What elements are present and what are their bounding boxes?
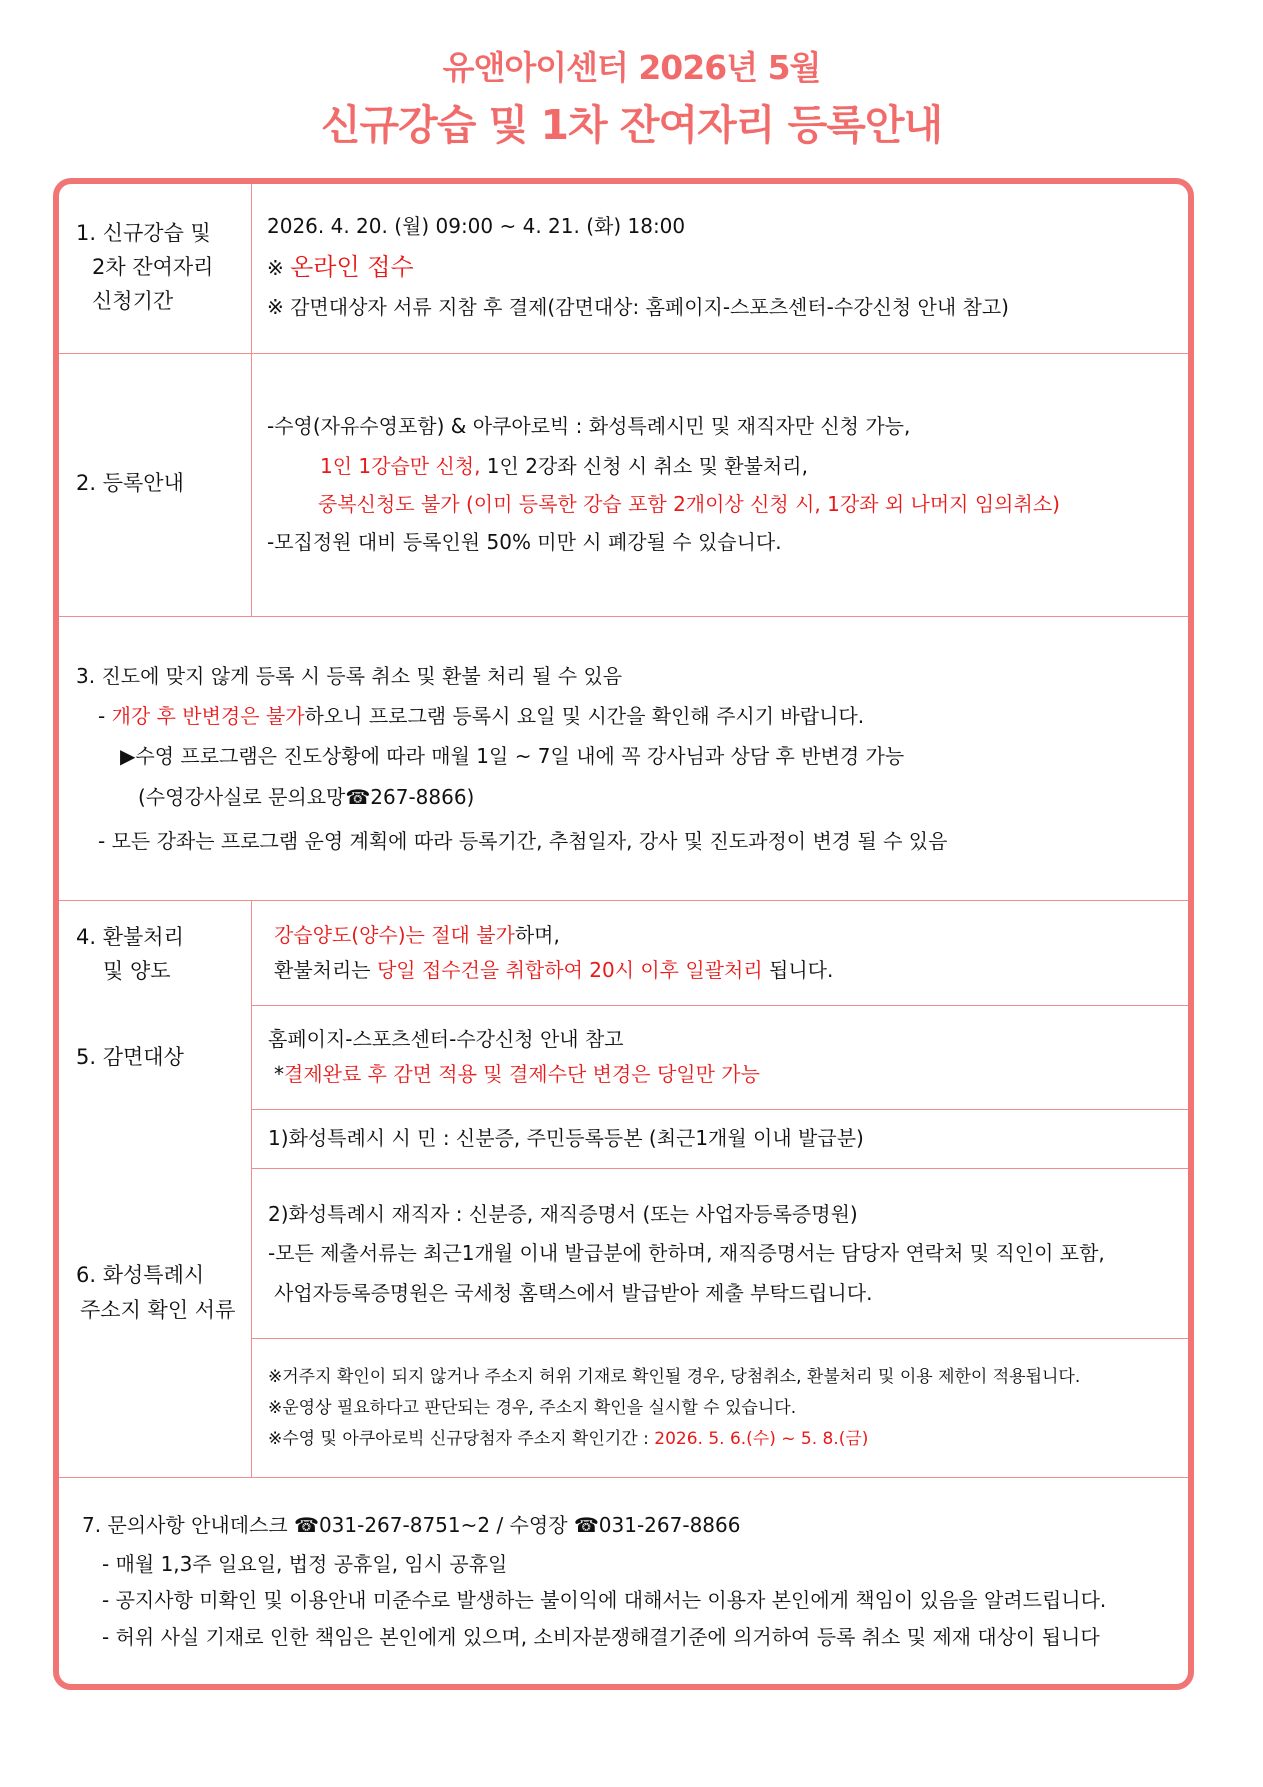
sec2-line-2 <box>320 453 808 479</box>
sec6-worker-1: 2)화성특례시 재직자 : 신분증, 재직증명서 (또는 사업자등록증명원) <box>268 1202 858 1226</box>
sec2-line-3: 중복신청도 불가 (이미 등록한 강습 포함 2개이상 신청 시, 1강좌 외 나머지 임의취소) <box>318 492 1060 516</box>
sec4-line-1 <box>274 922 560 948</box>
sec2-line-1: -수영(자유수영포함) & 아쿠아로빅 : 화성특례시민 및 재직자만 신청 가능, <box>267 414 911 438</box>
sec1-label-2: 2차 잔여자리 <box>92 255 214 279</box>
divider-7 <box>252 1338 1188 1339</box>
sec1-label-1: 1. 신규강습 및 <box>76 221 211 245</box>
sec7-line-1: 7. 문의사항 안내데스크 ☎031-267-8751~2 / 수영장 ☎031-267-8866 <box>82 1513 741 1537</box>
sec6-note-2: ※운영상 필요하다고 판단되는 경우, 주소지 확인을 실시할 수 있습니다. <box>268 1398 797 1418</box>
divider-8 <box>59 1477 1188 1478</box>
sec2-label: 2. 등록안내 <box>76 471 184 495</box>
divider-6 <box>252 1168 1188 1169</box>
asterisk: * <box>274 1062 284 1086</box>
refund-suffix: 됩니다. <box>762 958 834 982</box>
sec7-line-3: - 공지사항 미확인 및 이용안내 미준수로 발생하는 불이익에 대해서는 이용자 본인에게 책임이 있음을 알려드립니다. <box>102 1588 1107 1612</box>
refund-text: 1인 2강좌 신청 시 취소 및 환불처리, <box>480 454 808 478</box>
sec6-label-2: 주소지 확인 서류 <box>80 1298 236 1322</box>
column-divider-lower <box>251 900 252 1478</box>
sec6-worker-2: -모든 제출서류는 최근1개월 이내 발급분에 한하며, 재직증명서는 담당자 연락처 및 직인이 포함, <box>268 1241 1105 1265</box>
sec3-line-3: ▶수영 프로그램은 진도상황에 따라 매월 1일 ~ 7일 내에 꼭 강사님과 상담 후 반변경 가능 <box>120 744 905 768</box>
sec1-online <box>267 254 414 281</box>
refund-prefix: 환불처리는 <box>274 958 377 982</box>
sec7-line-4: - 허위 사실 기재로 인한 책임은 본인에게 있으며, 소비자분쟁해결기준에 의거하여 등록 취소 및 제재 대상이 됩니다 <box>102 1625 1100 1649</box>
sec5-line-2 <box>274 1061 760 1087</box>
sec5-line-1: 홈페이지-스포츠센터-수강신청 안내 참고 <box>268 1027 624 1051</box>
sec6-worker-3: 사업자등록증명원은 국세청 홈택스에서 발급받아 제출 부탁드립니다. <box>274 1281 873 1305</box>
sec4-label-2: 및 양도 <box>103 959 171 983</box>
divider-1 <box>59 353 1188 354</box>
sec7-line-2: - 매월 1,3주 일요일, 법정 공휴일, 임시 공휴일 <box>102 1552 508 1576</box>
divider-3 <box>59 900 1188 901</box>
sec3-line-4: (수영강사실로 문의요망☎267-8866) <box>138 785 475 809</box>
sec3-line-2 <box>98 703 864 729</box>
sec4-line-2 <box>274 957 833 983</box>
sec6-note-3 <box>268 1428 868 1450</box>
sec1-discount-note: ※ 감면대상자 서류 지참 후 결제(감면대상: 홈페이지-스포츠센터-수강신청 안내 참고) <box>267 295 1009 319</box>
sec3-line-1: 3. 진도에 맞지 않게 등록 시 등록 취소 및 환불 처리 될 수 있음 <box>76 664 623 688</box>
sec4-label-1: 4. 환불처리 <box>76 925 184 949</box>
batch-refund: 당일 접수건을 취합하여 20시 이후 일괄처리 <box>376 958 763 982</box>
notice-frame <box>53 178 1194 1690</box>
transfer-suffix: 하며, <box>514 923 560 947</box>
sec1-period: 2026. 4. 20. (월) 09:00 ~ 4. 21. (화) 18:00 <box>267 214 686 238</box>
online-text: 온라인 접수 <box>290 253 414 281</box>
title-line-1: 유앤아이센터 2026년 5월 <box>442 48 821 87</box>
confirm-text: 하오니 프로그램 등록시 요일 및 시간을 확인해 주시기 바랍니다. <box>304 704 865 728</box>
no-class-change: 개강 후 반변경은 불가 <box>111 704 305 728</box>
sec6-label-1: 6. 화성특례시 <box>76 1263 205 1287</box>
check-period-label: ※수영 및 아쿠아로빅 신규당첨자 주소지 확인기간 : <box>268 1429 655 1449</box>
sec1-label-3: 신청기간 <box>92 289 174 313</box>
title-line-2: 신규강습 및 1차 잔여자리 등록안내 <box>320 101 943 149</box>
sec6-resident: 1)화성특례시 시 민 : 신분증, 주민등록등본 (최근1개월 이내 발급분) <box>268 1126 864 1150</box>
divider-5 <box>252 1109 1188 1110</box>
dash: - <box>98 704 112 728</box>
divider-4 <box>252 1005 1188 1006</box>
sec5-label: 5. 감면대상 <box>76 1045 184 1069</box>
column-divider-upper <box>251 184 252 617</box>
divider-2 <box>59 616 1188 617</box>
same-day-only: 결제완료 후 감면 적용 및 결제수단 변경은 당일만 가능 <box>284 1062 760 1086</box>
check-period-dates: 2026. 5. 6.(수) ~ 5. 8.(금) <box>654 1429 869 1449</box>
note-mark: ※ <box>267 256 291 280</box>
no-transfer: 강습양도(양수)는 절대 불가 <box>274 923 515 947</box>
sec2-line-4: -모집정원 대비 등록인원 50% 미만 시 폐강될 수 있습니다. <box>267 530 782 554</box>
sec6-note-1: ※거주지 확인이 되지 않거나 주소지 허위 기재로 확인될 경우, 당첨취소, 환불처리 및 이용 제한이 적용됩니다. <box>268 1367 1081 1387</box>
one-class-only: 1인 1강습만 신청, <box>320 454 481 478</box>
sec3-line-5: - 모든 강좌는 프로그램 운영 계획에 따라 등록기간, 추첨일자, 강사 및 진도과정이 변경 될 수 있음 <box>98 829 948 853</box>
